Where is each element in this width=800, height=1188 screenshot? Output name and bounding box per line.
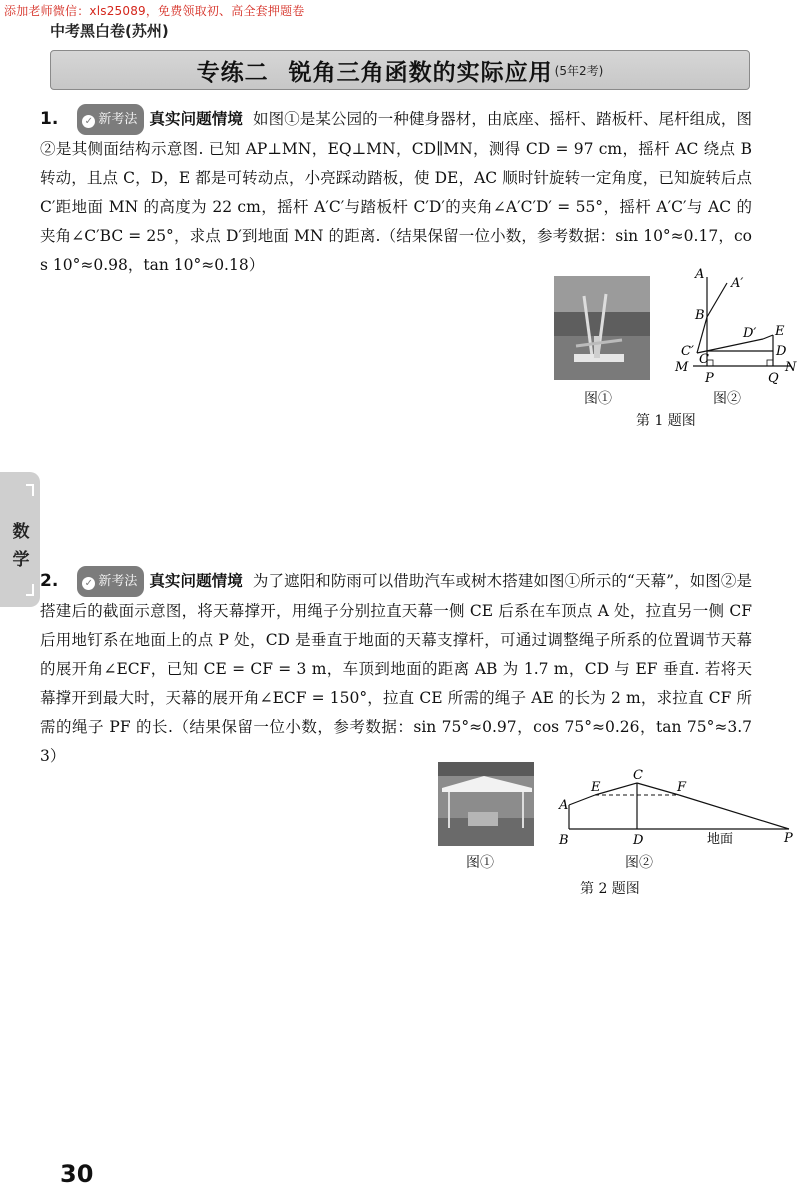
label-ground: 地面 <box>707 832 734 847</box>
label-b: B <box>559 833 569 848</box>
badge-label: 新考法 <box>98 112 138 127</box>
rocker-a2c2 <box>707 283 727 317</box>
label-d: D <box>776 344 787 359</box>
label-c: C <box>633 768 643 783</box>
rope-ae <box>569 795 595 805</box>
label-b: B <box>695 308 705 323</box>
label-m: M <box>675 360 689 375</box>
section-title-text: 锐角三角函数的实际应用 <box>288 59 553 86</box>
fitness-equipment-photo <box>554 276 650 380</box>
badge-icon: ✓ <box>82 577 95 590</box>
question-number: 2. <box>40 571 59 591</box>
label-d: D <box>633 833 644 848</box>
label-d-prime: D′ <box>743 326 757 341</box>
label-c: C <box>699 352 709 367</box>
label-p: P <box>705 371 714 386</box>
subject-side-tab <box>0 472 40 607</box>
label-e: E <box>591 780 601 795</box>
book-title: 中考黑白卷(苏州) <box>50 22 169 40</box>
page-number: 30 <box>60 1160 94 1188</box>
question-tag: 真实问题情境 <box>149 110 243 128</box>
q2-fig2-caption: 图② <box>625 855 653 871</box>
label-a: A <box>695 267 705 282</box>
section-title-bar <box>50 50 750 90</box>
badge-label: 新考法 <box>98 574 138 589</box>
canopy-cf <box>637 783 679 795</box>
question-1 <box>40 104 752 280</box>
label-c-prime: C′ <box>681 344 694 359</box>
label-q: Q <box>768 371 779 386</box>
new-method-badge <box>77 566 144 597</box>
q1-figure-title: 第 1 题图 <box>636 413 696 429</box>
label-a-prime: A′ <box>731 276 744 291</box>
label-p: P <box>784 831 793 846</box>
section-title-number: 专练二 <box>196 59 269 86</box>
label-a: A <box>559 798 569 813</box>
subject-label-2: 学 <box>12 550 30 570</box>
label-f: F <box>677 780 687 795</box>
question-text: 如图①是某公园的一种健身器材，由底座、摇杆、踏板杆、尾杆组成，图②是其侧面结构示意图. 已知 AP⊥MN，EQ⊥MN，CD∥MN，测得 CD = 97 cm，摇杆 AC 绕点 B 转动，且点 C，D，E 都是可转动点，小亮踩动踏板，使 DE，AC 顺时针旋转一定角度，已知旋转后点 C′距地面 MN 的高度为 22 cm，摇杆 A′C′与踏板杆 C′D′的夹角∠A′C′D′ = 55°，摇杆 A′C′与 AC 的夹角∠C′BC = 25°，求点 D′到地面 MN 的距离.（结果保留一位小数，参考数据：sin 10°≈0.17，cos 10°≈0.98，tan 10°≈0.18） <box>40 110 752 274</box>
label-e: E <box>775 324 785 339</box>
rope-pf <box>679 795 789 829</box>
q1-fig2-caption: 图② <box>713 391 741 407</box>
q2-figure-title: 第 2 题图 <box>580 881 640 897</box>
badge-icon: ✓ <box>82 115 95 128</box>
question-number: 1. <box>40 109 59 129</box>
question-tag: 真实问题情境 <box>149 572 243 590</box>
canopy-ce <box>595 783 637 795</box>
question-text: 为了遮阳和防雨可以借助汽车或树木搭建如图①所示的“天幕”，如图②是搭建后的截面示意图，将天幕撑开，用绳子分别拉直天幕一侧 CE 后系在车顶点 A 处，拉直另一侧 CF 后用地钉系在地面上的点 P 处，CD 是垂直于地面的天幕支撑杆，可通过调整绳子所系的位置调节天幕的展开角∠ECF，已知 CE = CF = 3 m，车顶到地面的距离 AB 为 1.7 m，CD 与 EF 垂直. 若将天幕撑开到最大时，天幕的展开角∠ECF = 150°，拉直 CE 所需的绳子 AE 的长为 2 m，求拉直 CF 所需的绳子 PF 的长.（结果保留一位小数，参考数据：sin 75°≈0.97，cos 75°≈0.26，tan 75°≈3.73） <box>40 572 752 765</box>
q1-fig1-caption: 图① <box>584 391 612 407</box>
watermark-text: 添加老师微信：xls25089，免费领取初、高全套押题卷 <box>4 4 305 18</box>
section-title-note: (5年2考) <box>554 63 604 78</box>
new-method-badge <box>77 104 144 135</box>
label-n: N <box>785 360 797 375</box>
q2-fig1-caption: 图① <box>466 855 494 871</box>
canopy-photo <box>438 762 534 846</box>
q1-structure-diagram <box>665 263 797 388</box>
q2-canopy-diagram <box>555 765 800 850</box>
subject-label-1: 数 <box>12 522 30 542</box>
question-2 <box>40 566 752 771</box>
